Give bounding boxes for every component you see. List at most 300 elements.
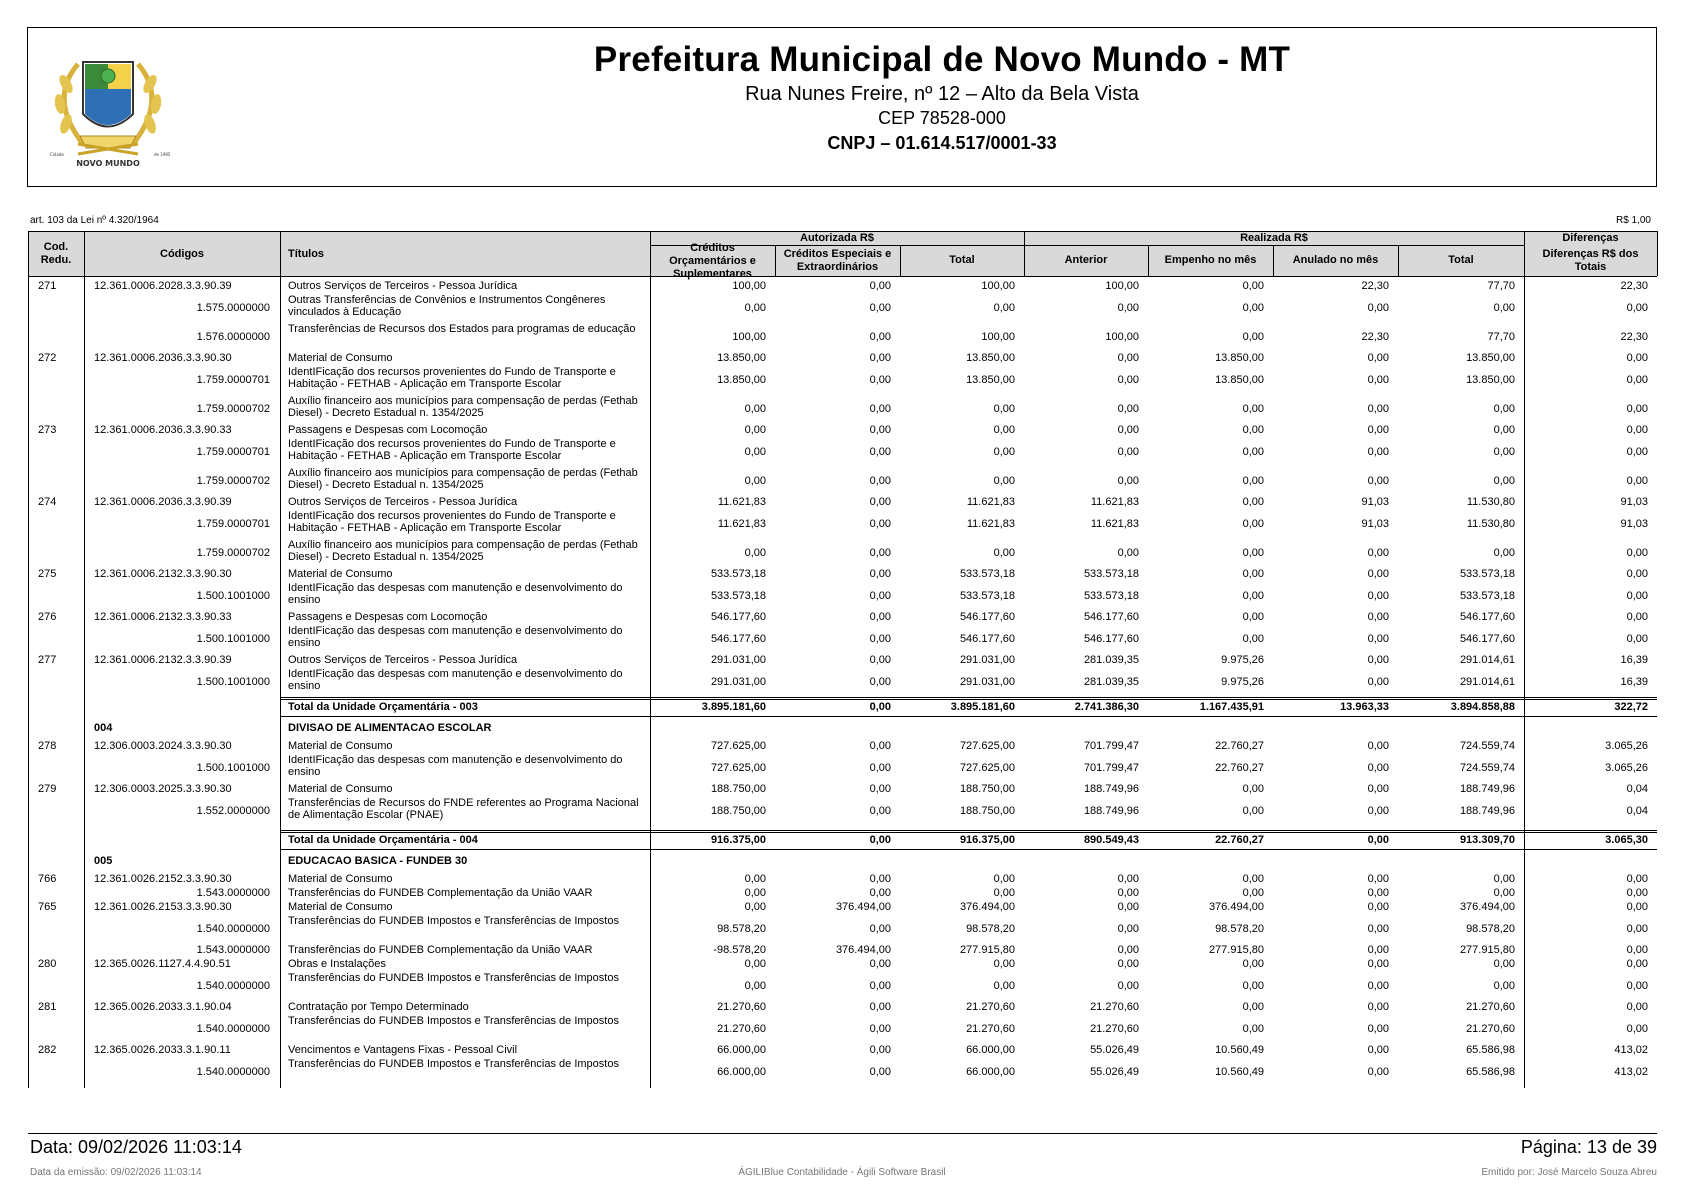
svg-text:de 1995: de 1995 <box>154 152 171 157</box>
value-anterior: 0,00 <box>1117 352 1139 364</box>
codigo: 12.361.0006.2036.3.3.90.39 <box>94 496 232 508</box>
total-rule-top <box>280 697 1657 698</box>
titulo: Transferências do FUNDEB Impostos e Transferências de Impostos <box>288 915 619 927</box>
value-creditos-especiais: 0,00 <box>869 834 891 846</box>
value-anulado-mes: 0,00 <box>1367 873 1389 885</box>
value-total-realizada: 546.177,60 <box>1459 633 1515 645</box>
titulo: EDUCACAO BASICA - FUNDEB 30 <box>288 855 468 867</box>
law-reference: art. 103 da Lei nº 4.320/1964 <box>30 215 159 226</box>
value-empenho-mes: 22.760,27 <box>1215 762 1264 774</box>
value-total-realizada: 0,00 <box>1493 446 1515 458</box>
titulo: Transferências do FUNDEB Impostos e Transferências de Impostos <box>288 1015 619 1027</box>
value-anulado-mes: 0,00 <box>1367 633 1389 645</box>
value-creditos-especiais: 0,00 <box>869 958 891 970</box>
value-creditos-especiais: 0,00 <box>869 446 891 458</box>
value-creditos-orcamentarios: 21.270,60 <box>717 1023 766 1035</box>
value-diferencas: 0,00 <box>1626 611 1648 623</box>
value-diferencas: 413,02 <box>1614 1066 1648 1078</box>
value-total-realizada: 546.177,60 <box>1459 611 1515 623</box>
codigo: 12.365.0026.2033.3.1.90.11 <box>94 1044 231 1056</box>
titulo: IdentIFicação das despesas com manutenção e desenvolvimento do ensino <box>288 668 623 692</box>
column-rule <box>1148 245 1149 276</box>
value-diferencas: 0,00 <box>1626 1001 1648 1013</box>
value-anterior: 0,00 <box>1117 446 1139 458</box>
value-anulado-mes: 0,00 <box>1367 901 1389 913</box>
value-creditos-orcamentarios: 3.895.181,60 <box>701 701 766 713</box>
footer-emission-date: Data da emissão: 09/02/2026 11:03:14 <box>30 1167 202 1178</box>
value-anulado-mes: 22,30 <box>1361 280 1389 292</box>
value-empenho-mes: 0,00 <box>1242 280 1264 292</box>
column-rule <box>84 231 85 1088</box>
value-diferencas: 16,39 <box>1620 676 1648 688</box>
value-total-realizada: 0,00 <box>1493 887 1515 899</box>
titulo: Total da Unidade Orçamentária - 004 <box>288 834 478 846</box>
value-creditos-orcamentarios: 727.625,00 <box>710 740 766 752</box>
cod-redu: 277 <box>38 654 57 666</box>
value-creditos-orcamentarios: 291.031,00 <box>710 654 766 666</box>
codigo: 1.759.0000702 <box>196 403 270 415</box>
column-rule <box>775 245 776 276</box>
col-anulado-mes: Anulado no mês <box>1292 254 1379 266</box>
value-creditos-orcamentarios: 188.750,00 <box>710 783 766 795</box>
value-total-autorizada: 100,00 <box>981 331 1015 343</box>
titulo: Transferências do FUNDEB Complementação da União VAAR <box>288 944 593 956</box>
total-rule-bottom <box>280 716 1657 717</box>
codigo: 12.365.0026.1127.4.4.90.51 <box>94 958 231 970</box>
value-creditos-orcamentarios: 727.625,00 <box>710 762 766 774</box>
footer-emitted-by: Emitido por: José Marcelo Souza Abreu <box>1481 1167 1657 1178</box>
value-total-realizada: 0,00 <box>1493 873 1515 885</box>
value-total-realizada: 77,70 <box>1487 331 1515 343</box>
value-creditos-especiais: 376.494,00 <box>835 944 891 956</box>
group-header-diferencas: Diferenças <box>1562 232 1619 244</box>
titulo: Passagens e Despesas com Locomoção <box>288 611 488 623</box>
value-creditos-orcamentarios: 13.850,00 <box>717 352 766 364</box>
value-total-realizada: 0,00 <box>1493 302 1515 314</box>
total-rule-top <box>280 699 1657 700</box>
value-total-autorizada: 188.750,00 <box>959 805 1015 817</box>
value-diferencas: 0,00 <box>1626 475 1648 487</box>
value-creditos-orcamentarios: 291.031,00 <box>710 676 766 688</box>
codigo: 1.552.0000000 <box>196 805 270 817</box>
value-empenho-mes: 98.578,20 <box>1215 923 1264 935</box>
value-creditos-especiais: 0,00 <box>869 496 891 508</box>
value-total-autorizada: 0,00 <box>993 446 1015 458</box>
value-anulado-mes: 91,03 <box>1361 518 1389 530</box>
value-diferencas: 0,00 <box>1626 901 1648 913</box>
value-diferencas: 3.065,30 <box>1605 834 1648 846</box>
value-creditos-especiais: 0,00 <box>869 887 891 899</box>
value-diferencas: 0,00 <box>1626 944 1648 956</box>
value-anulado-mes: 0,00 <box>1367 762 1389 774</box>
value-anulado-mes: 0,00 <box>1367 923 1389 935</box>
value-creditos-orcamentarios: 0,00 <box>744 901 766 913</box>
column-rule <box>280 231 281 1088</box>
value-anterior: 11.621,83 <box>1090 518 1139 530</box>
value-creditos-orcamentarios: 0,00 <box>744 873 766 885</box>
value-creditos-especiais: 0,00 <box>869 424 891 436</box>
titulo: IdentIFicação dos recursos provenientes do Fundo de Transporte e Habitação - FETHAB - Aplicação em Transporte Escolar <box>288 366 616 390</box>
value-diferencas: 3.065,26 <box>1605 740 1648 752</box>
value-anterior: 0,00 <box>1117 374 1139 386</box>
footer-date: Data: 09/02/2026 11:03:14 <box>30 1137 242 1157</box>
codigo: 12.306.0003.2025.3.3.90.30 <box>94 783 232 795</box>
value-creditos-especiais: 0,00 <box>869 1023 891 1035</box>
col-cod-redu: Cod. Redu. <box>40 241 72 266</box>
value-empenho-mes: 0,00 <box>1242 518 1264 530</box>
total-rule-top <box>280 832 1657 833</box>
cod-redu: 766 <box>38 873 57 885</box>
value-creditos-especiais: 0,00 <box>869 611 891 623</box>
value-empenho-mes: 0,00 <box>1242 403 1264 415</box>
value-total-realizada: 188.749,96 <box>1459 783 1515 795</box>
value-anterior: 546.177,60 <box>1083 611 1139 623</box>
value-total-realizada: 65.586,98 <box>1466 1044 1515 1056</box>
value-anulado-mes: 0,00 <box>1367 302 1389 314</box>
value-anterior: 701.799,47 <box>1083 740 1139 752</box>
col-total-autorizada: Total <box>949 254 975 266</box>
value-creditos-especiais: 0,00 <box>869 518 891 530</box>
column-rule <box>900 245 901 276</box>
titulo: Outros Serviços de Terceiros - Pessoa Jurídica <box>288 496 518 508</box>
value-diferencas: 0,00 <box>1626 887 1648 899</box>
value-anterior: 533.573,18 <box>1083 568 1139 580</box>
value-anulado-mes: 0,00 <box>1367 958 1389 970</box>
codigo: 12.361.0006.2132.3.3.90.30 <box>94 568 232 580</box>
cod-redu: 271 <box>38 280 57 292</box>
value-creditos-especiais: 0,00 <box>869 403 891 415</box>
value-anulado-mes: 0,00 <box>1367 1066 1389 1078</box>
value-anterior: 2.741.386,30 <box>1074 701 1139 713</box>
value-anulado-mes: 0,00 <box>1367 980 1389 992</box>
total-rule-bottom <box>280 849 1657 850</box>
value-anulado-mes: 0,00 <box>1367 446 1389 458</box>
value-anterior: 0,00 <box>1117 887 1139 899</box>
col-creditos-especiais: Créditos Especiais e Extraordinários <box>783 248 892 273</box>
value-total-autorizada: 13.850,00 <box>966 374 1015 386</box>
value-creditos-orcamentarios: 98.578,20 <box>717 923 766 935</box>
value-anterior: 0,00 <box>1117 302 1139 314</box>
value-empenho-mes: 0,00 <box>1242 1001 1264 1013</box>
value-empenho-mes: 277.915,80 <box>1208 944 1264 956</box>
total-rule-top <box>280 830 1657 831</box>
codigo: 1.759.0000702 <box>196 475 270 487</box>
titulo: DIVISAO DE ALIMENTACAO ESCOLAR <box>288 722 492 734</box>
value-empenho-mes: 0,00 <box>1242 590 1264 602</box>
value-anulado-mes: 0,00 <box>1367 568 1389 580</box>
cod-redu: 282 <box>38 1044 57 1056</box>
cod-redu: 278 <box>38 740 57 752</box>
titulo: Auxílio financeiro aos municípios para compensação de perdas (Fethab Diesel) - Decreto Estadual n. 1354/2025 <box>288 467 638 491</box>
value-total-autorizada: 66.000,00 <box>966 1066 1015 1078</box>
titulo: IdentIFicação das despesas com manutenção e desenvolvimento do ensino <box>288 754 623 778</box>
titulo: Material de Consumo <box>288 740 393 752</box>
value-creditos-orcamentarios: 0,00 <box>744 446 766 458</box>
value-total-realizada: 376.494,00 <box>1459 901 1515 913</box>
codigo: 12.361.0026.2152.3.3.90.30 <box>94 873 232 885</box>
titulo: Passagens e Despesas com Locomoção <box>288 424 488 436</box>
value-total-autorizada: 546.177,60 <box>959 611 1015 623</box>
value-empenho-mes: 9.975,26 <box>1221 654 1264 666</box>
value-empenho-mes: 1.167.435,91 <box>1199 701 1264 713</box>
value-diferencas: 0,04 <box>1626 783 1648 795</box>
value-total-autorizada: 0,00 <box>993 873 1015 885</box>
group-header-autorizada: Autorizada R$ <box>800 232 874 244</box>
value-anulado-mes: 91,03 <box>1361 496 1389 508</box>
value-anulado-mes: 0,00 <box>1367 654 1389 666</box>
value-creditos-orcamentarios: -98.578,20 <box>713 944 766 956</box>
value-anulado-mes: 0,00 <box>1367 1044 1389 1056</box>
value-creditos-especiais: 376.494,00 <box>835 901 891 913</box>
value-anterior: 0,00 <box>1117 873 1139 885</box>
value-anulado-mes: 0,00 <box>1367 805 1389 817</box>
codigo: 1.543.0000000 <box>196 944 270 956</box>
value-creditos-orcamentarios: 188.750,00 <box>710 805 766 817</box>
titulo: IdentIFicação dos recursos provenientes do Fundo de Transporte e Habitação - FETHAB - Aplicação em Transporte Escolar <box>288 438 616 462</box>
cod-redu: 272 <box>38 352 57 364</box>
titulo: Transferências do FUNDEB Complementação da União VAAR <box>288 887 593 899</box>
value-empenho-mes: 13.850,00 <box>1215 374 1264 386</box>
value-creditos-orcamentarios: 0,00 <box>744 547 766 559</box>
value-diferencas: 91,03 <box>1620 518 1648 530</box>
value-empenho-mes: 0,00 <box>1242 331 1264 343</box>
codigo: 12.361.0006.2036.3.3.90.30 <box>94 352 232 364</box>
value-creditos-especiais: 0,00 <box>869 701 891 713</box>
value-total-autorizada: 0,00 <box>993 403 1015 415</box>
value-total-autorizada: 0,00 <box>993 424 1015 436</box>
value-anterior: 0,00 <box>1117 901 1139 913</box>
codigo: 1.540.0000000 <box>196 1023 270 1035</box>
value-creditos-especiais: 0,00 <box>869 352 891 364</box>
value-anulado-mes: 13.963,33 <box>1340 701 1389 713</box>
value-creditos-orcamentarios: 13.850,00 <box>717 374 766 386</box>
value-empenho-mes: 0,00 <box>1242 446 1264 458</box>
value-total-autorizada: 277.915,80 <box>959 944 1015 956</box>
value-diferencas: 0,00 <box>1626 302 1648 314</box>
titulo: Material de Consumo <box>288 352 393 364</box>
value-diferencas: 0,00 <box>1626 446 1648 458</box>
value-creditos-orcamentarios: 533.573,18 <box>710 590 766 602</box>
value-total-realizada: 0,00 <box>1493 424 1515 436</box>
value-creditos-especiais: 0,00 <box>869 1044 891 1056</box>
cod-redu: 274 <box>38 496 57 508</box>
value-anterior: 0,00 <box>1117 547 1139 559</box>
value-total-realizada: 277.915,80 <box>1459 944 1515 956</box>
titulo: Material de Consumo <box>288 901 393 913</box>
cod-redu: 281 <box>38 1001 57 1013</box>
value-total-autorizada: 66.000,00 <box>966 1044 1015 1056</box>
titulo: Obras e Instalações <box>288 958 386 970</box>
value-creditos-orcamentarios: 0,00 <box>744 887 766 899</box>
value-total-autorizada: 916.375,00 <box>959 834 1015 846</box>
value-creditos-especiais: 0,00 <box>869 475 891 487</box>
value-total-autorizada: 0,00 <box>993 547 1015 559</box>
value-total-realizada: 724.559,74 <box>1459 740 1515 752</box>
value-anulado-mes: 0,00 <box>1367 352 1389 364</box>
cod-redu: 273 <box>38 424 57 436</box>
value-anterior: 55.026,49 <box>1090 1066 1139 1078</box>
value-total-realizada: 0,00 <box>1493 403 1515 415</box>
value-empenho-mes: 0,00 <box>1242 424 1264 436</box>
value-total-autorizada: 21.270,60 <box>966 1023 1015 1035</box>
col-anterior: Anterior <box>1064 254 1108 266</box>
cnpj: CNPJ – 01.614.517/0001-33 <box>827 133 1057 153</box>
value-anterior: 55.026,49 <box>1090 1044 1139 1056</box>
header-bottom-rule <box>28 276 1657 277</box>
value-empenho-mes: 376.494,00 <box>1208 901 1264 913</box>
value-empenho-mes: 0,00 <box>1242 980 1264 992</box>
col-titulos: Títulos <box>288 248 325 260</box>
group-header-realizada: Realizada R$ <box>1240 232 1308 244</box>
value-creditos-especiais: 0,00 <box>869 374 891 386</box>
column-rule <box>1398 245 1399 276</box>
codigo: 12.361.0006.2036.3.3.90.33 <box>94 424 232 436</box>
value-total-realizada: 0,00 <box>1493 980 1515 992</box>
codigo: 1.543.0000000 <box>196 887 270 899</box>
titulo: Total da Unidade Orçamentária - 003 <box>288 701 478 713</box>
titulo: IdentIFicação das despesas com manutenção e desenvolvimento do ensino <box>288 582 623 606</box>
codigo: 1.500.1001000 <box>196 633 270 645</box>
value-anterior: 546.177,60 <box>1083 633 1139 645</box>
codigo: 1.759.0000701 <box>196 374 270 386</box>
value-anulado-mes: 0,00 <box>1367 676 1389 688</box>
value-empenho-mes: 0,00 <box>1242 496 1264 508</box>
value-diferencas: 0,00 <box>1626 1023 1648 1035</box>
value-total-autorizada: 291.031,00 <box>959 654 1015 666</box>
col-empenho-mes: Empenho no mês <box>1164 254 1257 266</box>
value-empenho-mes: 0,00 <box>1242 958 1264 970</box>
value-anulado-mes: 0,00 <box>1367 783 1389 795</box>
value-diferencas: 0,04 <box>1626 805 1648 817</box>
value-creditos-especiais: 0,00 <box>869 590 891 602</box>
value-total-realizada: 11.530,80 <box>1466 518 1515 530</box>
footer-page: Página: 13 de 39 <box>1520 1137 1657 1157</box>
codigo: 12.365.0026.2033.3.1.90.04 <box>94 1001 232 1013</box>
footer-rule <box>28 1133 1657 1134</box>
value-creditos-orcamentarios: 66.000,00 <box>717 1066 766 1078</box>
value-total-autorizada: 188.750,00 <box>959 783 1015 795</box>
value-creditos-orcamentarios: 546.177,60 <box>710 611 766 623</box>
codigo: 005 <box>94 855 113 867</box>
value-anulado-mes: 0,00 <box>1367 1023 1389 1035</box>
value-anterior: 0,00 <box>1117 403 1139 415</box>
value-total-autorizada: 0,00 <box>993 958 1015 970</box>
col-diferencas: Diferenças R$ dos Totais <box>1542 248 1639 273</box>
value-creditos-especiais: 0,00 <box>869 547 891 559</box>
titulo: IdentIFicação dos recursos provenientes do Fundo de Transporte e Habitação - FETHAB - Aplicação em Transporte Escolar <box>288 510 616 534</box>
value-diferencas: 0,00 <box>1626 424 1648 436</box>
value-creditos-especiais: 0,00 <box>869 762 891 774</box>
value-creditos-especiais: 0,00 <box>869 331 891 343</box>
value-anterior: 0,00 <box>1117 923 1139 935</box>
value-diferencas: 0,00 <box>1626 403 1648 415</box>
titulo: Contratação por Tempo Determinado <box>288 1001 469 1013</box>
value-total-autorizada: 11.621,83 <box>966 496 1015 508</box>
value-anterior: 0,00 <box>1117 980 1139 992</box>
titulo: Transferências do FUNDEB Impostos e Transferências de Impostos <box>288 972 619 984</box>
value-creditos-orcamentarios: 66.000,00 <box>717 1044 766 1056</box>
value-creditos-orcamentarios: 0,00 <box>744 403 766 415</box>
codigo: 1.540.0000000 <box>196 923 270 935</box>
value-empenho-mes: 0,00 <box>1242 302 1264 314</box>
value-creditos-especiais: 0,00 <box>869 805 891 817</box>
value-total-realizada: 724.559,74 <box>1459 762 1515 774</box>
codigo: 12.361.0006.2028.3.3.90.39 <box>94 280 232 292</box>
value-diferencas: 22,30 <box>1620 331 1648 343</box>
value-total-autorizada: 0,00 <box>993 980 1015 992</box>
value-anulado-mes: 0,00 <box>1367 403 1389 415</box>
codigo: 1.759.0000702 <box>196 547 270 559</box>
value-creditos-especiais: 0,00 <box>869 280 891 292</box>
value-anterior: 21.270,60 <box>1090 1001 1139 1013</box>
value-anterior: 0,00 <box>1117 944 1139 956</box>
titulo: Transferências de Recursos dos Estados para programas de educação <box>288 323 636 335</box>
col-creditos-orcamentarios: Créditos Orçamentários e Suplementares <box>669 242 756 280</box>
value-creditos-orcamentarios: 100,00 <box>732 331 766 343</box>
value-creditos-especiais: 0,00 <box>869 302 891 314</box>
value-total-autorizada: 533.573,18 <box>959 568 1015 580</box>
value-empenho-mes: 0,00 <box>1242 568 1264 580</box>
value-total-realizada: 13.850,00 <box>1466 374 1515 386</box>
value-total-autorizada: 11.621,83 <box>966 518 1015 530</box>
titulo: IdentIFicação das despesas com manutenção e desenvolvimento do ensino <box>288 625 623 649</box>
value-creditos-orcamentarios: 11.621,83 <box>717 496 766 508</box>
value-total-realizada: 0,00 <box>1493 475 1515 487</box>
value-diferencas: 0,00 <box>1626 374 1648 386</box>
value-empenho-mes: 0,00 <box>1242 873 1264 885</box>
codigo: 1.540.0000000 <box>196 980 270 992</box>
value-anterior: 100,00 <box>1105 280 1139 292</box>
value-diferencas: 413,02 <box>1614 1044 1648 1056</box>
value-anterior: 890.549,43 <box>1083 834 1139 846</box>
value-total-realizada: 533.573,18 <box>1459 568 1515 580</box>
codigo: 1.575.0000000 <box>196 302 270 314</box>
value-diferencas: 0,00 <box>1626 352 1648 364</box>
value-anulado-mes: 0,00 <box>1367 740 1389 752</box>
value-diferencas: 322,72 <box>1614 701 1648 713</box>
value-creditos-orcamentarios: 0,00 <box>744 302 766 314</box>
value-empenho-mes: 0,00 <box>1242 475 1264 487</box>
value-creditos-orcamentarios: 916.375,00 <box>710 834 766 846</box>
value-creditos-orcamentarios: 546.177,60 <box>710 633 766 645</box>
value-diferencas: 0,00 <box>1626 568 1648 580</box>
value-diferencas: 22,30 <box>1620 280 1648 292</box>
value-total-autorizada: 98.578,20 <box>966 923 1015 935</box>
value-empenho-mes: 22.760,27 <box>1215 834 1264 846</box>
value-total-autorizada: 100,00 <box>981 280 1015 292</box>
value-total-autorizada: 727.625,00 <box>959 762 1015 774</box>
value-creditos-especiais: 0,00 <box>869 676 891 688</box>
value-total-autorizada: 376.494,00 <box>959 901 1015 913</box>
titulo: Auxílio financeiro aos municípios para compensação de perdas (Fethab Diesel) - Decreto Estadual n. 1354/2025 <box>288 539 638 563</box>
value-total-realizada: 291.014,61 <box>1459 676 1515 688</box>
value-empenho-mes: 10.560,49 <box>1215 1066 1264 1078</box>
value-creditos-orcamentarios: 533.573,18 <box>710 568 766 580</box>
currency-unit: R$ 1,00 <box>1615 215 1651 226</box>
value-total-realizada: 913.309,70 <box>1459 834 1515 846</box>
value-anulado-mes: 0,00 <box>1367 475 1389 487</box>
value-creditos-especiais: 0,00 <box>869 783 891 795</box>
group-header-rule <box>650 245 1524 246</box>
cod-redu: 279 <box>38 783 57 795</box>
value-anterior: 281.039,35 <box>1083 676 1139 688</box>
column-rule <box>1273 245 1274 276</box>
header-titles <box>0 38 1684 156</box>
value-anulado-mes: 0,00 <box>1367 834 1389 846</box>
value-empenho-mes: 0,00 <box>1242 783 1264 795</box>
codigo: 12.361.0006.2132.3.3.90.39 <box>94 654 232 666</box>
column-rule <box>1657 231 1658 276</box>
